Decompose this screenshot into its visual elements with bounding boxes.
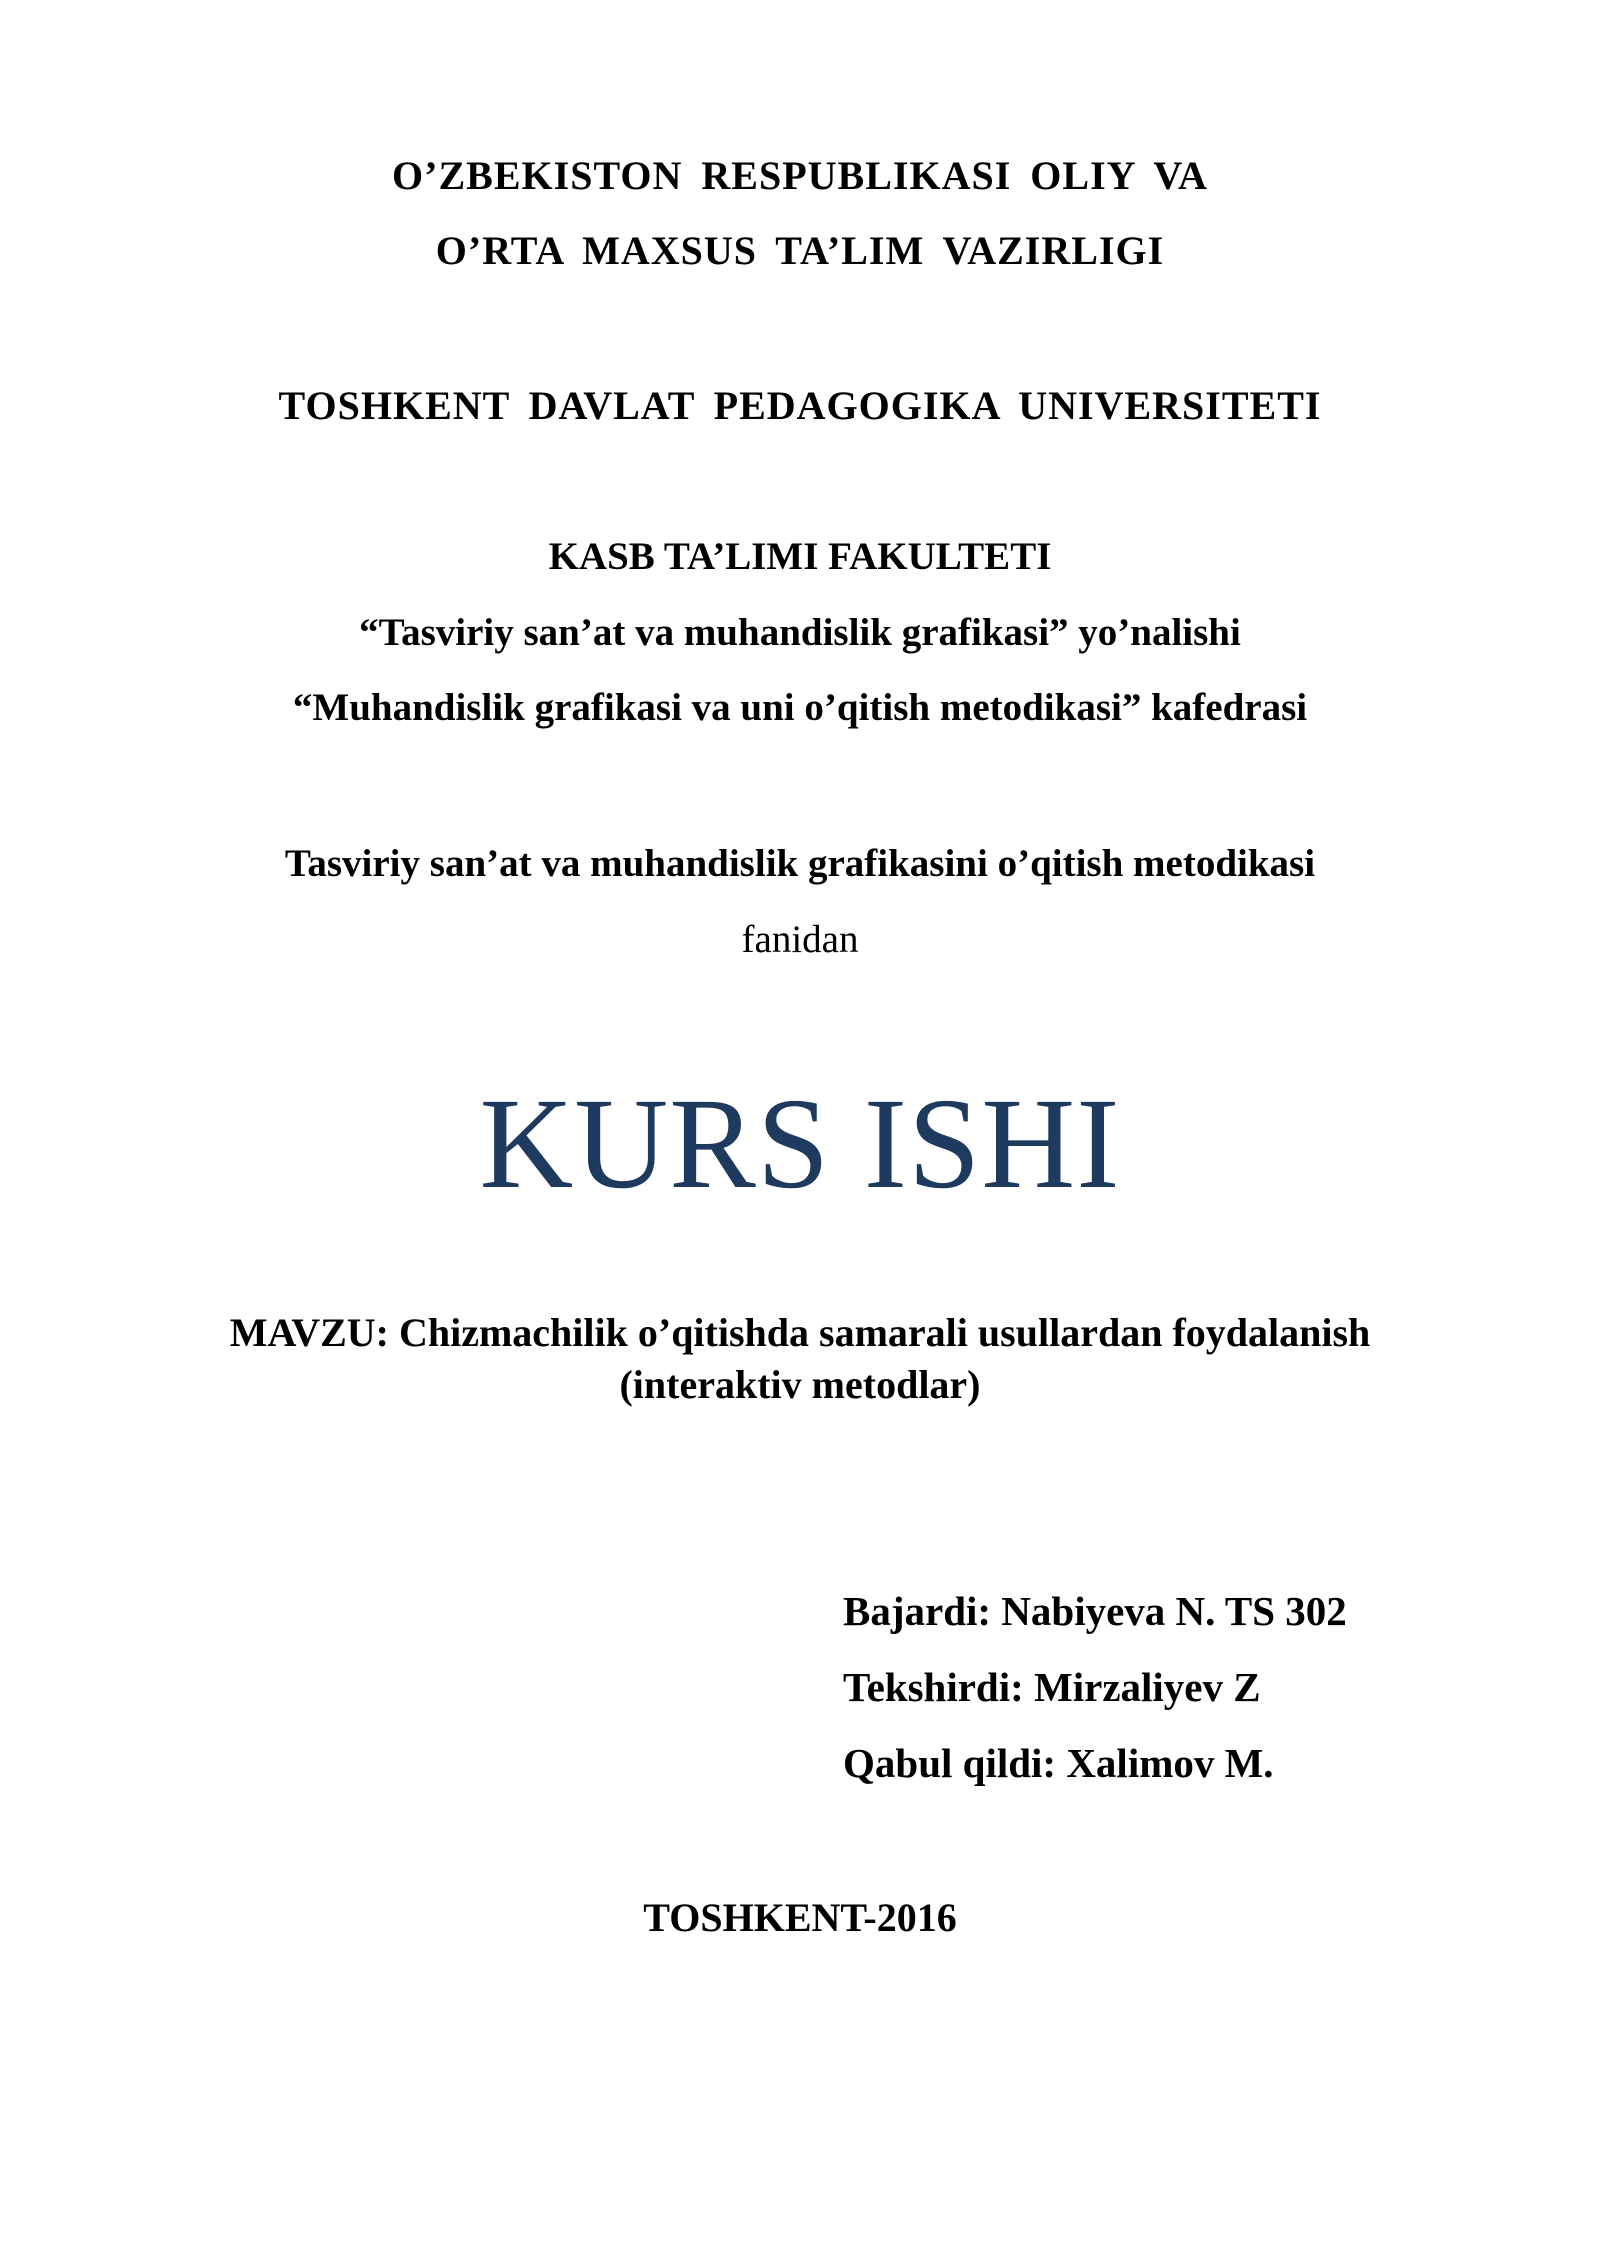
topic-line-1: MAVZU: Chizmachilik o’qitishda samarali usullardan foydalanish [229, 1310, 1371, 1355]
city-year: TOSHKENT-2016 [643, 1895, 957, 1940]
accepted-by: Qabul qildi: Xalimov M. [843, 1740, 1274, 1786]
faculty-name: KASB TA’LIMI FAKULTETI [548, 535, 1052, 578]
department-name: “Muhandislik grafikasi va uni o’qitish metodikasi” kafedrasi [292, 686, 1308, 729]
topic-line-2: (interaktiv metodlar) [619, 1362, 981, 1407]
direction-name: “Tasviriy san’at va muhandislik grafikasi” yo’nalishi [359, 611, 1241, 654]
checked-by: Tekshirdi: Mirzaliyev Z [843, 1664, 1261, 1710]
document-title: KURS ISHI [479, 1072, 1121, 1216]
ministry-line-1: O’ZBEKISTON RESPUBLIKASI OLIY VA [392, 153, 1208, 198]
subject-name: Tasviriy san’at va muhandislik grafikasini o’qitish metodikasi [284, 842, 1316, 885]
ministry-line-2: O’RTA MAXSUS TA’LIM VAZIRLIGI [435, 228, 1165, 273]
performed-by: Bajardi: Nabiyeva N. TS 302 [843, 1588, 1347, 1634]
subject-suffix: fanidan [741, 918, 859, 961]
university-name: TOSHKENT DAVLAT PEDAGOGIKA UNIVERSITETI [278, 383, 1322, 428]
